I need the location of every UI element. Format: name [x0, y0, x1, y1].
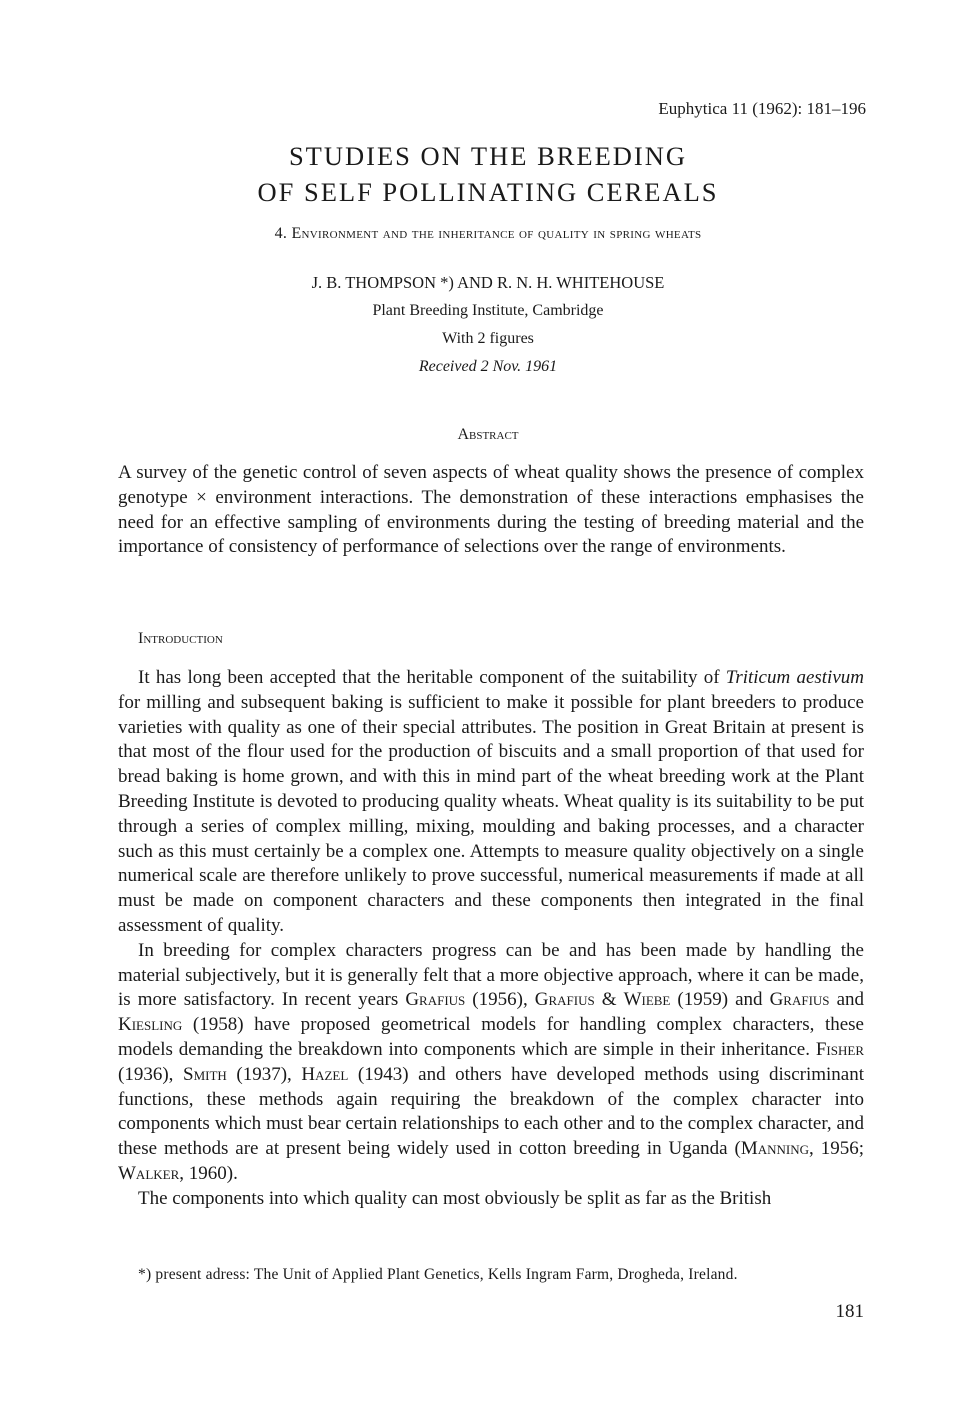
citation-author: Wiebe: [623, 989, 671, 1011]
introduction-heading: Introduction: [138, 630, 223, 647]
intro-p2-text-c: &: [594, 989, 624, 1011]
intro-p2-text-d: (1959) and: [670, 989, 770, 1011]
citation-author: Grafius: [769, 989, 830, 1011]
intro-p2-text-g: (1936),: [118, 1063, 183, 1085]
intro-p2-text-j: , 1956;: [809, 1138, 864, 1160]
journal-reference: Euphytica 11 (1962): 181–196: [658, 99, 866, 118]
introduction-body: [118, 666, 864, 1212]
intro-p2-text-a: In breeding for complex characters progress can be and has been made by handling the material subjectively, but it is generally felt that a more objective approach, where it can be made, is more satisfactory. In recent years: [118, 939, 864, 1011]
intro-p2-text-f: (1958) have proposed geometrical models for handling complex characters, these models demanding the breakdown into components which are simple in their inheritance.: [118, 1014, 864, 1060]
citation-author: Kiesling: [118, 1014, 183, 1036]
page-number: 181: [835, 1301, 864, 1322]
paper-subtitle: 4. Environment and the inheritance of quality in spring wheats: [274, 225, 702, 242]
citation-author: Manning: [740, 1138, 810, 1160]
title-line-1: STUDIES ON THE BREEDING: [288, 141, 688, 171]
species-name: Triticum aestivum: [725, 667, 864, 688]
figures-note: With 2 figures: [442, 330, 534, 347]
citation-author: Hazel: [301, 1063, 349, 1085]
authors: J. B. THOMPSON *) AND R. N. H. WHITEHOUSE: [311, 273, 665, 292]
intro-paragraph-2: [118, 939, 864, 1187]
abstract-paragraph: A survey of the genetic control of seven aspects of wheat quality shows the presence of complex genotype × environment interactions. The demonstration of these interactions emphasises the need for an effective sampling of environments during the testing of breeding material and the importance of consistency of performance of selections over the range of environments.: [118, 462, 864, 558]
intro-p2-text-e: and: [829, 989, 865, 1011]
footnote: *) present adress: The Unit of Applied Plant Genetics, Kells Ingram Farm, Drogheda, Ireland.: [138, 1266, 738, 1283]
citation-author: Grafius: [534, 989, 595, 1011]
paper-title: [0, 138, 976, 210]
abstract-text: [118, 461, 864, 560]
citation-author: Grafius: [405, 989, 466, 1011]
intro-p2-text-i: (1943) and others have developed methods using discriminant functions, these methods again requiring the breakdown of the complex character into components which must bear certain relationships to each other and to the complex character, and these methods are at present being widely used in cotton breeding in Uganda (: [118, 1063, 864, 1160]
title-line-2: OF SELF POLLINATING CEREALS: [257, 177, 719, 207]
intro-p2-text-b: (1956),: [465, 989, 535, 1011]
intro-paragraph-3: The components into which quality can most obviously be split as far as the British: [138, 1187, 772, 1209]
received-date: Received 2 Nov. 1961: [418, 358, 558, 375]
intro-p1-text-b: for milling and subsequent baking is sufficient to make it possible for plant breeders to produce varieties with quality as one of their special attributes. The position in Great Britain at present is that most of the flour used for the production of biscuits and a small proportion of that used for bread baking is home grown, and with this in mind part of the wheat breeding work at the Plant Breeding Institute is devoted to producing quality wheats. Wheat quality is its suitability to be put through a series of complex milling, mixing, moulding and baking processes, and a character such as this must certainly be a complex one. Attempts to measure quality objectively on a single numerical scale are therefore unlikely to prove successful, numerical measurements if made at all must be made on component characters and these components then integrated in the final assessment of quality.: [118, 691, 864, 936]
intro-p2-text-h: (1937),: [226, 1063, 302, 1085]
citation-author: Smith: [183, 1063, 227, 1085]
citation-author: Fisher: [815, 1038, 864, 1060]
citation-author: Walker: [118, 1162, 180, 1184]
abstract-heading: Abstract: [457, 426, 519, 443]
intro-p2-text-k: , 1960).: [179, 1162, 238, 1184]
author-block: [0, 269, 976, 381]
affiliation: Plant Breeding Institute, Cambridge: [372, 302, 604, 319]
intro-paragraph-1: [118, 666, 864, 939]
intro-p1-text-a: It has long been accepted that the heritable component of the suitability of: [138, 667, 726, 688]
